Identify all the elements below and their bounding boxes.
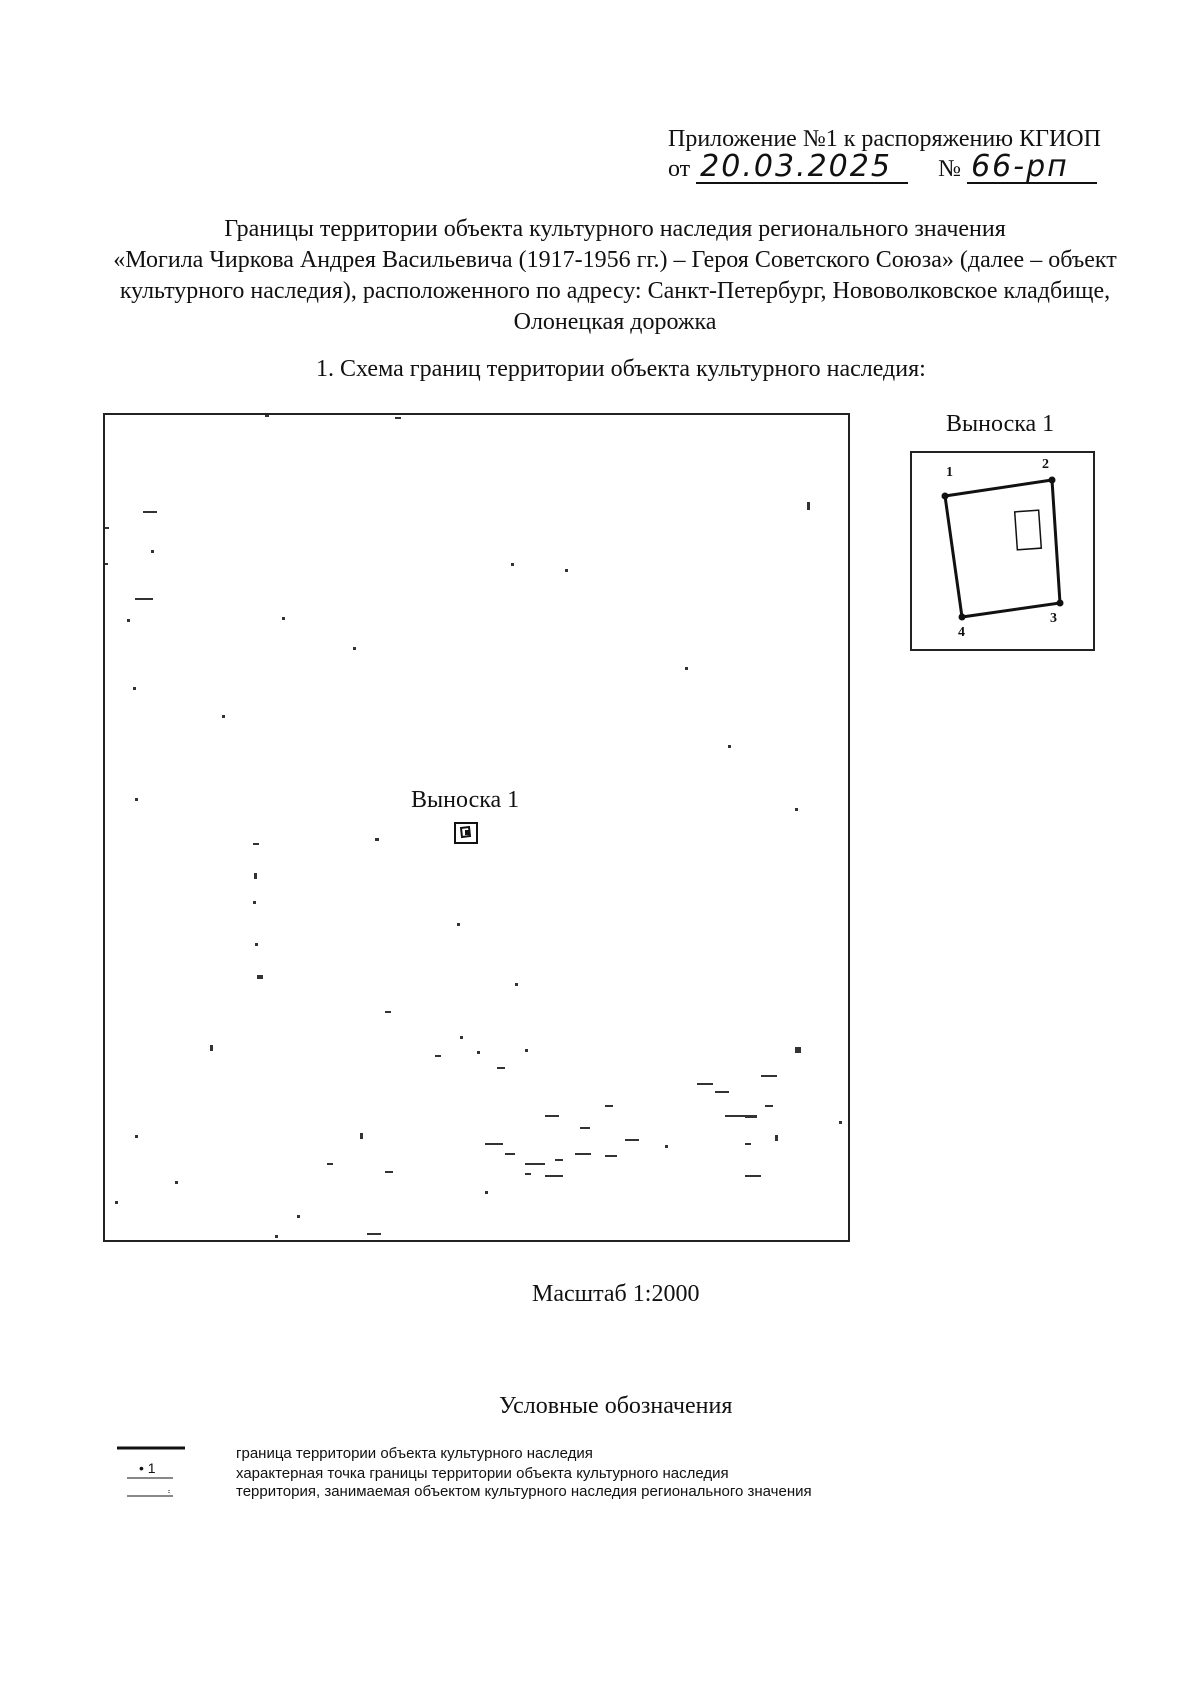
appendix-line2 [668, 149, 1138, 184]
occupied-territory-outline [1015, 510, 1042, 550]
legend-item-boundary: граница территории объекта культурного наследия [236, 1445, 593, 1462]
appendix-from-label: от [668, 156, 691, 182]
boundary-point-4 [959, 614, 966, 621]
map-callout-label: Выноска 1 [411, 787, 520, 813]
legend-boundary-line-symbol [117, 1444, 185, 1460]
document-title [100, 214, 1130, 338]
appendix-number: 66-рп [967, 152, 1097, 184]
title-line4: Олонецкая дорожка [513, 309, 717, 335]
callout-title: Выноска 1 [946, 411, 1055, 437]
legend-territory-symbol [117, 1484, 185, 1498]
boundary-polygon [945, 480, 1060, 617]
point-label-2: 2 [1042, 457, 1049, 472]
title-line2: «Могила Чиркова Андрея Васильевича (1917-1956 гг.) – Героя Советского Союза» (далее – объект [113, 247, 1117, 273]
appendix-header [668, 124, 1138, 184]
legend-item-territory: территория, занимаемая объектом культурного наследия регионального значения [236, 1483, 812, 1500]
map-scale: Масштаб 1:2000 [532, 1281, 700, 1307]
boundary-point-1 [942, 493, 949, 500]
legend-point-marker: • 1 [139, 1460, 156, 1476]
appendix-line1: Приложение №1 к распоряжению КГИОП [668, 126, 1101, 152]
section-heading: 1. Схема границ территории объекта культурного наследия: [316, 356, 926, 382]
point-label-3: 3 [1050, 611, 1057, 626]
grave-site-icon [456, 824, 476, 842]
callout-drawing [912, 453, 1093, 649]
boundary-point-2 [1049, 477, 1056, 484]
boundary-point-3 [1057, 600, 1064, 607]
appendix-date: 20.03.2025 [696, 152, 908, 184]
title-line3: культурного наследия), расположенного по адресу: Санкт-Петербург, Нововолковское кладбище, [119, 278, 1111, 304]
point-label-4: 4 [958, 625, 965, 640]
legend-item-point: характерная точка границы территории объекта культурного наследия [236, 1465, 729, 1482]
callout-frame [910, 451, 1095, 651]
legend-point-symbol [117, 1460, 185, 1480]
appendix-number-label: № [938, 156, 962, 182]
legend-title: Условные обозначения [499, 1393, 733, 1419]
title-line1: Границы территории объекта культурного наследия регионального значения [224, 216, 1006, 242]
map-callout-marker [454, 822, 478, 844]
point-label-1: 1 [946, 465, 953, 480]
